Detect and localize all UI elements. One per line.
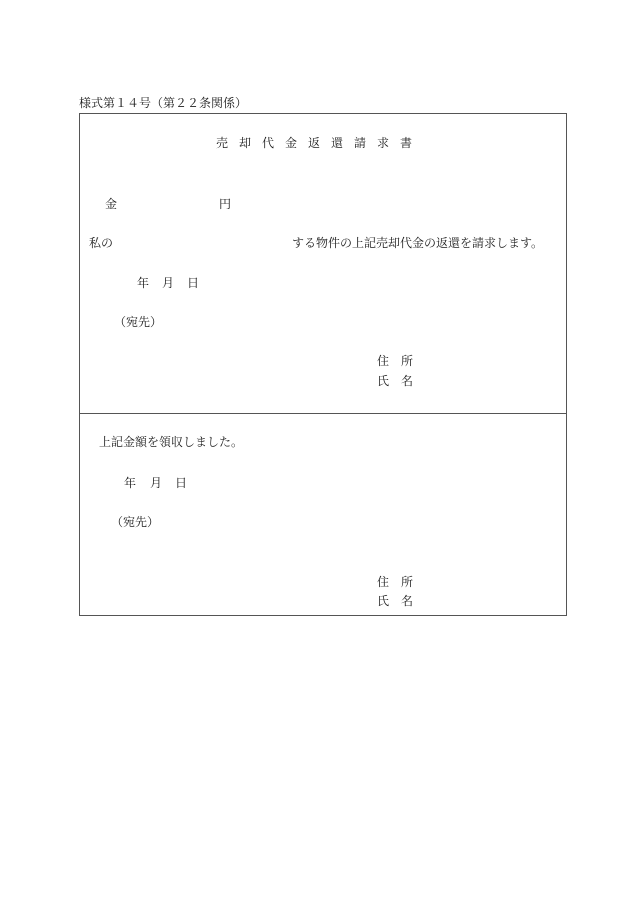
- request-form-box: [79, 113, 567, 616]
- receipt-address-label: 住所: [377, 575, 426, 589]
- request-addressee: （宛先）: [114, 315, 163, 329]
- request-date-year: 年: [137, 276, 150, 290]
- form-reference: 様式第１４号（第２２条関係）: [79, 96, 248, 110]
- form-title: 売却代金返還請求書: [216, 136, 424, 150]
- request-name-label: 氏名: [377, 374, 426, 388]
- section-divider: [80, 413, 566, 414]
- statement-prefix: 私の: [89, 236, 114, 250]
- request-date-day: 日: [187, 276, 200, 290]
- request-address-label: 住所: [377, 354, 426, 368]
- request-date-month: 月: [162, 276, 175, 290]
- receipt-name-label: 氏名: [377, 594, 426, 608]
- receipt-date-year: 年: [124, 476, 137, 490]
- amount-prefix: 金: [105, 197, 118, 211]
- statement-suffix: する物件の上記売却代金の返還を請求します。: [292, 236, 544, 250]
- receipt-date-month: 月: [150, 476, 163, 490]
- receipt-statement: 上記金額を領収しました。: [99, 435, 244, 449]
- amount-suffix: 円: [219, 197, 232, 211]
- receipt-addressee: （宛先）: [111, 515, 160, 529]
- receipt-date-day: 日: [175, 476, 188, 490]
